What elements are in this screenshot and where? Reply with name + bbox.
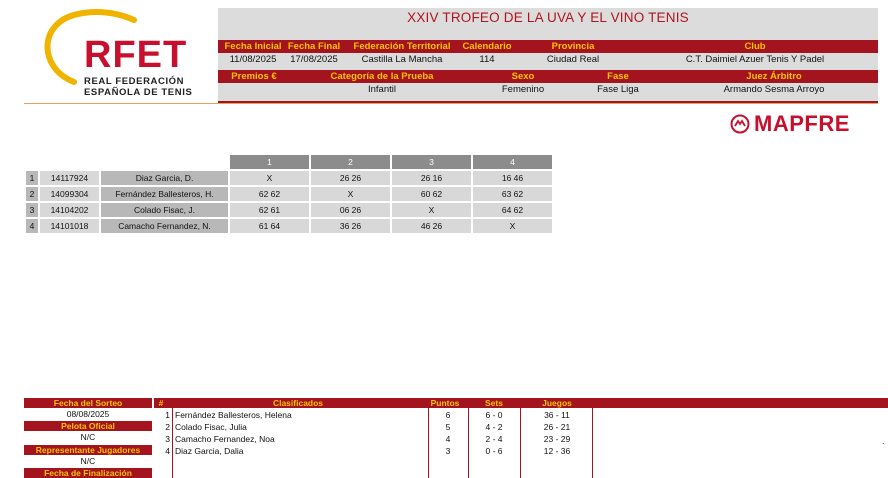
grid-result: 60 62: [392, 187, 471, 201]
standing-position: 2: [165, 422, 170, 432]
grid-col-header-2: 2: [311, 155, 390, 169]
label-federation: Federación Territorial: [353, 41, 451, 52]
grid-result: 46 26: [392, 219, 471, 233]
sponsor-name: MAPFRE: [754, 111, 850, 136]
phase: Fase Liga: [597, 84, 639, 95]
standings-header-points: Puntos: [430, 398, 460, 408]
standings-rule: [468, 408, 469, 478]
label-prizes: Premios €: [231, 71, 277, 82]
grid-row-license: 14117924: [40, 171, 99, 185]
standings-header-sets: Sets: [485, 398, 503, 408]
grid-result: 63 62: [473, 187, 552, 201]
rfet-logo: [34, 8, 204, 98]
province: Ciudad Real: [546, 54, 600, 65]
standing-points: 5: [445, 422, 451, 432]
category: Infantil: [368, 84, 396, 95]
federation: Castilla La Mancha: [361, 54, 443, 65]
logo-brand: RFET: [84, 34, 188, 76]
grid-result: 26 26: [311, 171, 390, 185]
standing-player: Colado Fisac, Julia: [175, 422, 247, 432]
grid-row-player: Fernández Ballesteros, H.: [101, 187, 228, 201]
logo-subtitle-2: ESPAÑOLA DE TENIS: [84, 87, 193, 98]
standings-rule: [592, 408, 593, 478]
standing-games: 36 - 11: [544, 410, 570, 420]
standing-points: 6: [445, 410, 451, 420]
grid-row-license: 14104202: [40, 203, 99, 217]
tournament-header: [218, 8, 878, 104]
label-start-date: Fecha Inicial: [224, 41, 282, 52]
tournament-title: XXIV TROFEO DE LA UVA Y EL VINO TENIS: [407, 10, 689, 25]
grid-result: 62 61: [230, 203, 309, 217]
grid-col-header-1: 1: [230, 155, 309, 169]
label-end-date: Fecha de Finalización: [24, 468, 152, 478]
players-representative: N/C: [80, 456, 96, 466]
label-official-ball: Pelota Oficial: [24, 421, 152, 431]
grid-result: 36 26: [311, 219, 390, 233]
grid-result: 62 62: [230, 187, 309, 201]
standings-header-num: #: [158, 398, 164, 408]
label-calendar: Calendario: [462, 41, 512, 52]
standing-sets: 2 - 4: [485, 434, 503, 444]
label-club: Club: [744, 41, 766, 52]
standing-points: 4: [445, 434, 451, 444]
label-draw-date: Fecha del Sorteo: [24, 398, 152, 408]
grid-result: X: [392, 203, 471, 217]
logo-subtitle-1: REAL FEDERACIÓN: [84, 76, 185, 87]
sponsor-logo: [730, 112, 850, 136]
header-labels-row-2: [218, 70, 878, 83]
start-date: 11/08/2025: [229, 54, 277, 65]
standing-sets: 6 - 0: [485, 410, 503, 420]
standing-sets: 4 - 2: [485, 422, 503, 432]
mapfre-emblem-icon: [730, 114, 750, 134]
grid-row-player: Colado Fisac, J.: [101, 203, 228, 217]
grid-col-header-4: 4: [473, 155, 552, 169]
label-phase: Fase: [607, 71, 629, 82]
referee: Armando Sesma Arroyo: [723, 84, 825, 95]
grid-row-number: 2: [26, 187, 38, 201]
grid-result: 61 64: [230, 219, 309, 233]
standing-player: Camacho Fernandez, Noa: [175, 434, 275, 444]
standings-header-games: Juegos: [542, 398, 572, 408]
grid-row-number: 3: [26, 203, 38, 217]
standings-header-classified: Clasificados: [272, 398, 324, 408]
standing-games: 12 - 36: [543, 446, 571, 456]
label-province: Provincia: [551, 41, 595, 52]
footer-summary: [24, 398, 888, 478]
grid-row-number: 1: [26, 171, 38, 185]
label-players-representative: Representante Jugadores: [24, 445, 152, 455]
grid-result: 26 16: [392, 171, 471, 185]
end-date: 17/08/2025: [290, 54, 338, 65]
standing-player: Fernández Ballesteros, Helena: [175, 410, 292, 420]
draw-date: 08/08/2025: [66, 409, 110, 419]
standing-games: 26 - 21: [543, 422, 571, 432]
grid-result: X: [473, 219, 552, 233]
grid-col-header-3: 3: [392, 155, 471, 169]
gender: Femenino: [501, 84, 545, 95]
prizes: [224, 84, 284, 96]
header-divider-accent: [24, 103, 878, 104]
grid-row-player: Diaz Garcia, D.: [101, 171, 228, 185]
standing-position: 4: [165, 446, 170, 456]
official-ball: N/C: [80, 432, 96, 442]
grid-result: X: [311, 187, 390, 201]
grid-result: 06 26: [311, 203, 390, 217]
label-referee: Juez Árbitro: [746, 71, 802, 82]
standings-rule: [172, 408, 173, 478]
header-labels-row-1: [218, 40, 878, 53]
grid-result: 64 62: [473, 203, 552, 217]
standings-rule: [520, 408, 521, 478]
standing-sets: 0 - 6: [485, 446, 503, 456]
standing-player: Diaz Garcia, Dalia: [175, 446, 244, 456]
standing-points: 3: [445, 446, 451, 456]
standing-games: 23 - 29: [543, 434, 571, 444]
grid-row-player: Camacho Fernandez, N.: [101, 219, 228, 233]
label-gender: Sexo: [511, 71, 535, 82]
label-category: Categoría de la Prueba: [330, 71, 434, 82]
grid-result: 16 46: [473, 171, 552, 185]
grid-row-license: 14101018: [40, 219, 99, 233]
standing-position: 1: [165, 410, 170, 420]
grid-row-license: 14099304: [40, 187, 99, 201]
label-end-date: Fecha Final: [287, 41, 341, 52]
club: C.T. Daimiel Azuer Tenis Y Padel: [685, 54, 825, 65]
calendar: 114: [479, 54, 495, 65]
standing-position: 3: [165, 434, 170, 444]
stray-dot: .: [882, 436, 885, 446]
grid-result: X: [230, 171, 309, 185]
grid-row-number: 4: [26, 219, 38, 233]
